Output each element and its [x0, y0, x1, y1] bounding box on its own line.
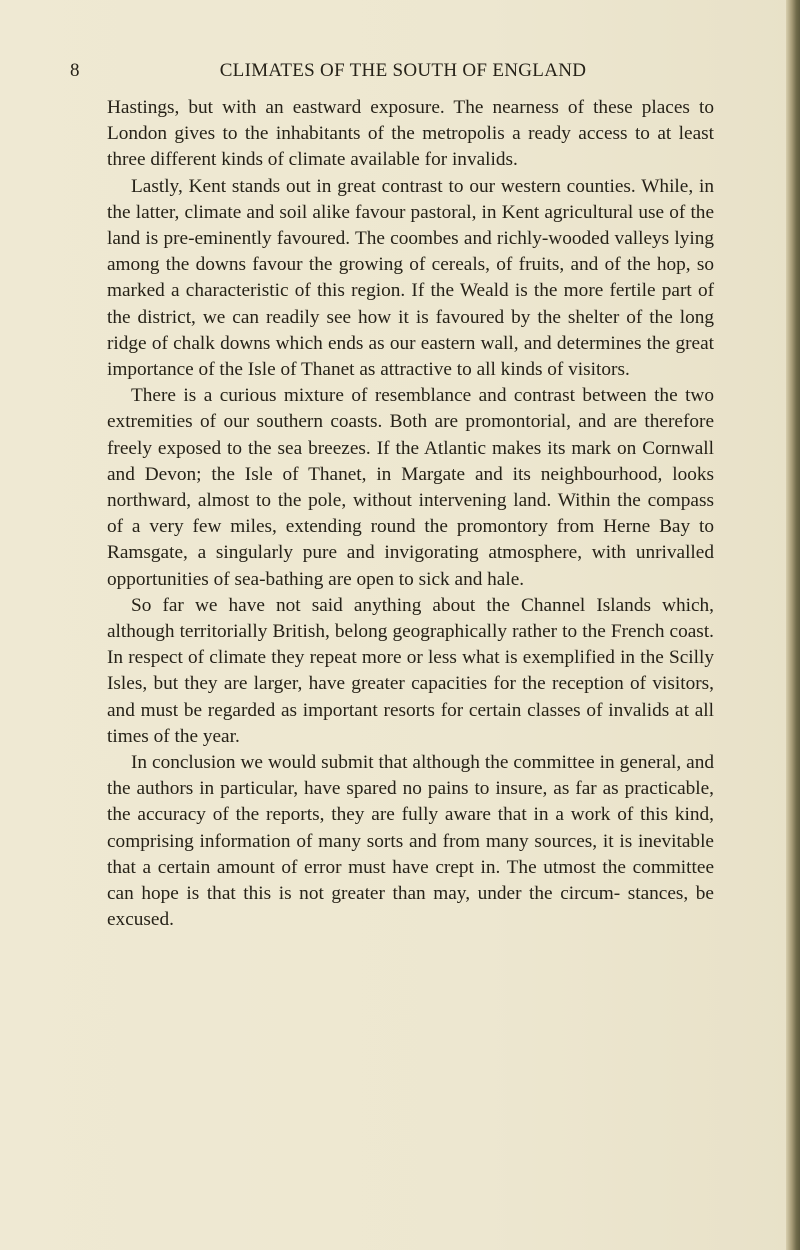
paragraph-channel-islands: So far we have not said anything about the Channel Islands which, although territorially British, belong geographically rather to the French coast. In respect of climate they repeat more or less what is exemplified in the Scilly Isles, but they are larger, have greater capacities for the reception of visitors, and must be regarded as important resorts for certain classes of invalids at all times of the year.: [107, 594, 714, 747]
page-number: 8: [70, 60, 80, 81]
running-title: CLIMATES OF THE SOUTH OF ENGLAND: [219, 60, 587, 81]
page-edge-shadow: [786, 0, 800, 1250]
paragraph-kent: Lastly, Kent stands out in great contrast to our western counties. While, in the latter, climate and soil alike favour pastoral, in Kent agricultural use of the land is pre-eminently favoured. The coombes and richly-wooded valleys lying among the downs favour the growing of cereals, of fruits, and of the hop, so marked a characteristic of this region. If the Weald is the more fertile part of the district, we can readily see how it is favoured by the shelter of the long ridge of chalk downs which ends as our eastern wall, and determines the great importance of the Isle of Thanet as attractive to all kinds of visitors.: [107, 175, 714, 381]
paragraph-continued: Hastings, but with an eastward exposure. The nearness of these places to London gives to the inhabitants of the metropolis a ready access to at least three different kinds of climate available for invalids.: [107, 97, 714, 171]
paragraph-coasts: There is a curious mixture of resemblance and contrast between the two extremities of our southern coasts. Both are promontorial, and are therefore freely exposed to the sea breezes. If the Atlantic makes its mark on Cornwall and Devon; the Isle of Thanet, in Margate and its neighbourhood, looks northward, almost to the pole, without intervening land. Within the compass of a very few miles, extending round the promontory from Herne Bay to Ramsgate, a singularly pure and invigorating atmosphere, with unrivalled opportunities of sea-bathing are open to sick and hale.: [107, 385, 714, 590]
body-text: [107, 95, 714, 934]
page-header: [70, 58, 730, 84]
paragraph-conclusion: In conclusion we would submit that although the committee in general, and the authors in particular, have spared no pains to insure, as far as practicable, the accuracy of the reports, they are fully aware that in a work of this kind, comprising information of many sorts and from many sources, it is inevitable that a certain amount of error must have crept in. The utmost the committee can hope is that this is not greater than may, under the circum- stances, be excused.: [107, 752, 714, 931]
